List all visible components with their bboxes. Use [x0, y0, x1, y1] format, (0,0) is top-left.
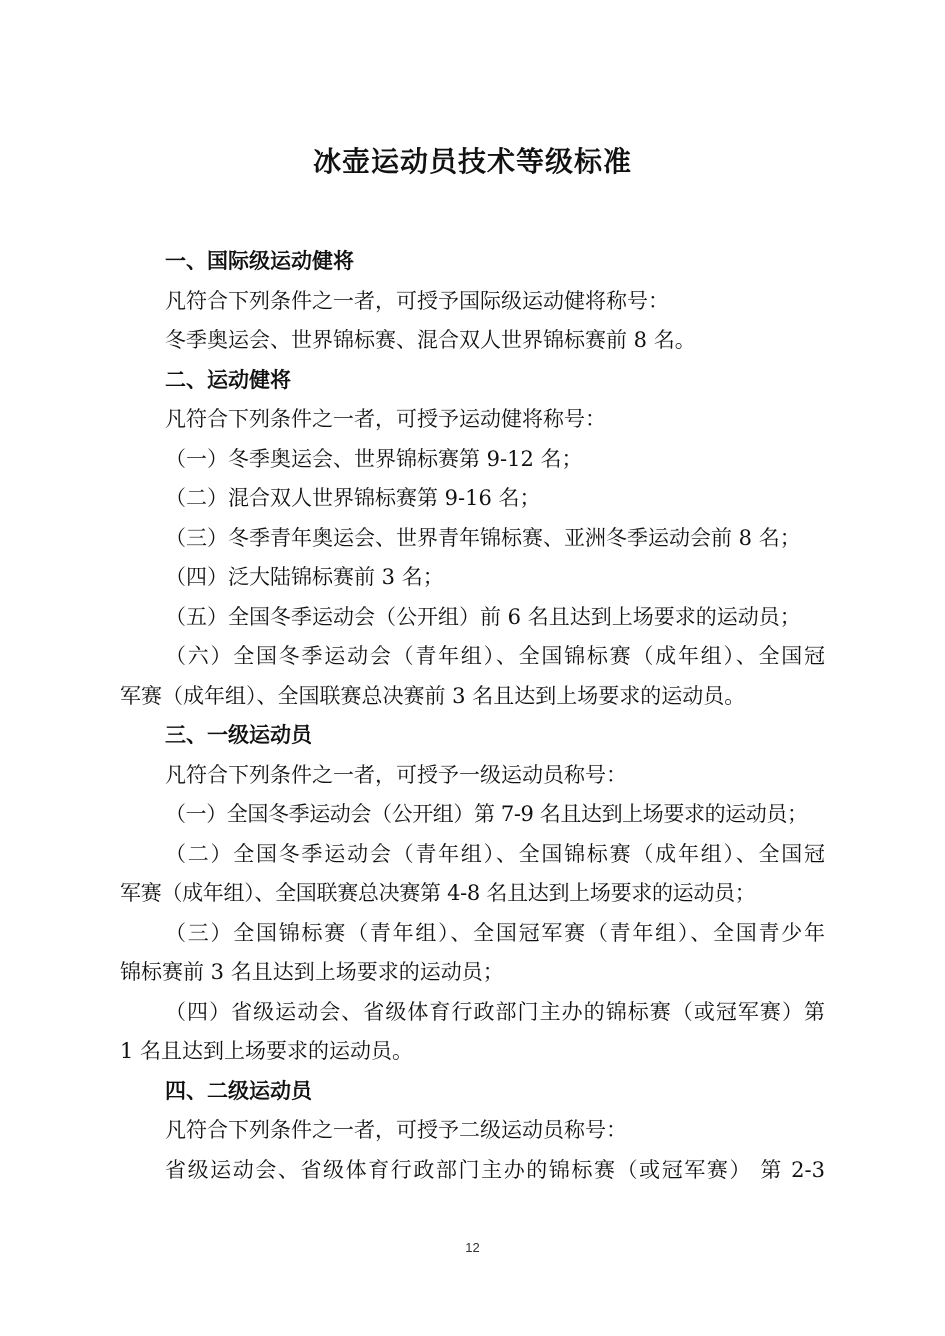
list-item-continuation: 锦标赛前 3 名且达到上场要求的运动员； — [120, 960, 504, 984]
list-item: （二）全国冬季运动会（青年组）、全国锦标赛（成年组）、全国冠 — [165, 842, 825, 866]
section-heading-master: 二、运动健将 — [165, 368, 291, 392]
list-item: （二）混合双人世界锦标赛第 9-16 名； — [165, 486, 541, 510]
paragraph-line: 凡符合下列条件之一者，可授予一级运动员称号： — [165, 763, 627, 787]
list-item: （四）省级运动会、省级体育行政部门主办的锦标赛（或冠军赛）第 — [165, 1000, 825, 1024]
section-heading-first-class: 三、一级运动员 — [165, 723, 312, 747]
paragraph-line: 凡符合下列条件之一者，可授予二级运动员称号： — [165, 1118, 627, 1142]
list-item-continuation: 军赛（成年组）、全国联赛总决赛前 3 名且达到上场要求的运动员。 — [120, 684, 746, 708]
paragraph-line: 省级运动会、省级体育行政部门主办的锦标赛（或冠军赛） 第 2-3 — [165, 1158, 825, 1182]
section-heading-international-master: 一、国际级运动健将 — [165, 249, 354, 273]
list-item: （一）全国冬季运动会（公开组）第 7-9 名且达到上场要求的运动员； — [165, 802, 808, 826]
section-heading-second-class: 四、二级运动员 — [165, 1079, 312, 1103]
paragraph-line: 凡符合下列条件之一者，可授予运动健将称号： — [165, 407, 606, 431]
list-item: （四）泛大陆锦标赛前 3 名； — [165, 565, 444, 589]
document-title: 冰壶运动员技术等级标准 — [312, 145, 632, 178]
paragraph-line: 冬季奥运会、世界锦标赛、混合双人世界锦标赛前 8 名。 — [165, 328, 696, 352]
list-item: （三）全国锦标赛（青年组）、全国冠军赛（青年组）、全国青少年 — [165, 921, 825, 945]
list-item-continuation: 1 名且达到上场要求的运动员。 — [120, 1039, 414, 1063]
list-item: （五）全国冬季运动会（公开组）前 6 名且达到上场要求的运动员； — [165, 605, 801, 629]
list-item-continuation: 军赛（成年组）、全国联赛总决赛第 4-8 名且达到上场要求的运动员； — [120, 881, 756, 905]
list-item: （三）冬季青年奥运会、世界青年锦标赛、亚洲冬季运动会前 8 名； — [165, 526, 801, 550]
paragraph-line: 凡符合下列条件之一者，可授予国际级运动健将称号： — [165, 289, 669, 313]
page-number: 12 — [465, 1240, 480, 1255]
list-item: （一）冬季奥运会、世界锦标赛第 9-12 名； — [165, 447, 583, 471]
list-item: （六）全国冬季运动会（青年组）、全国锦标赛（成年组）、全国冠 — [165, 644, 825, 668]
